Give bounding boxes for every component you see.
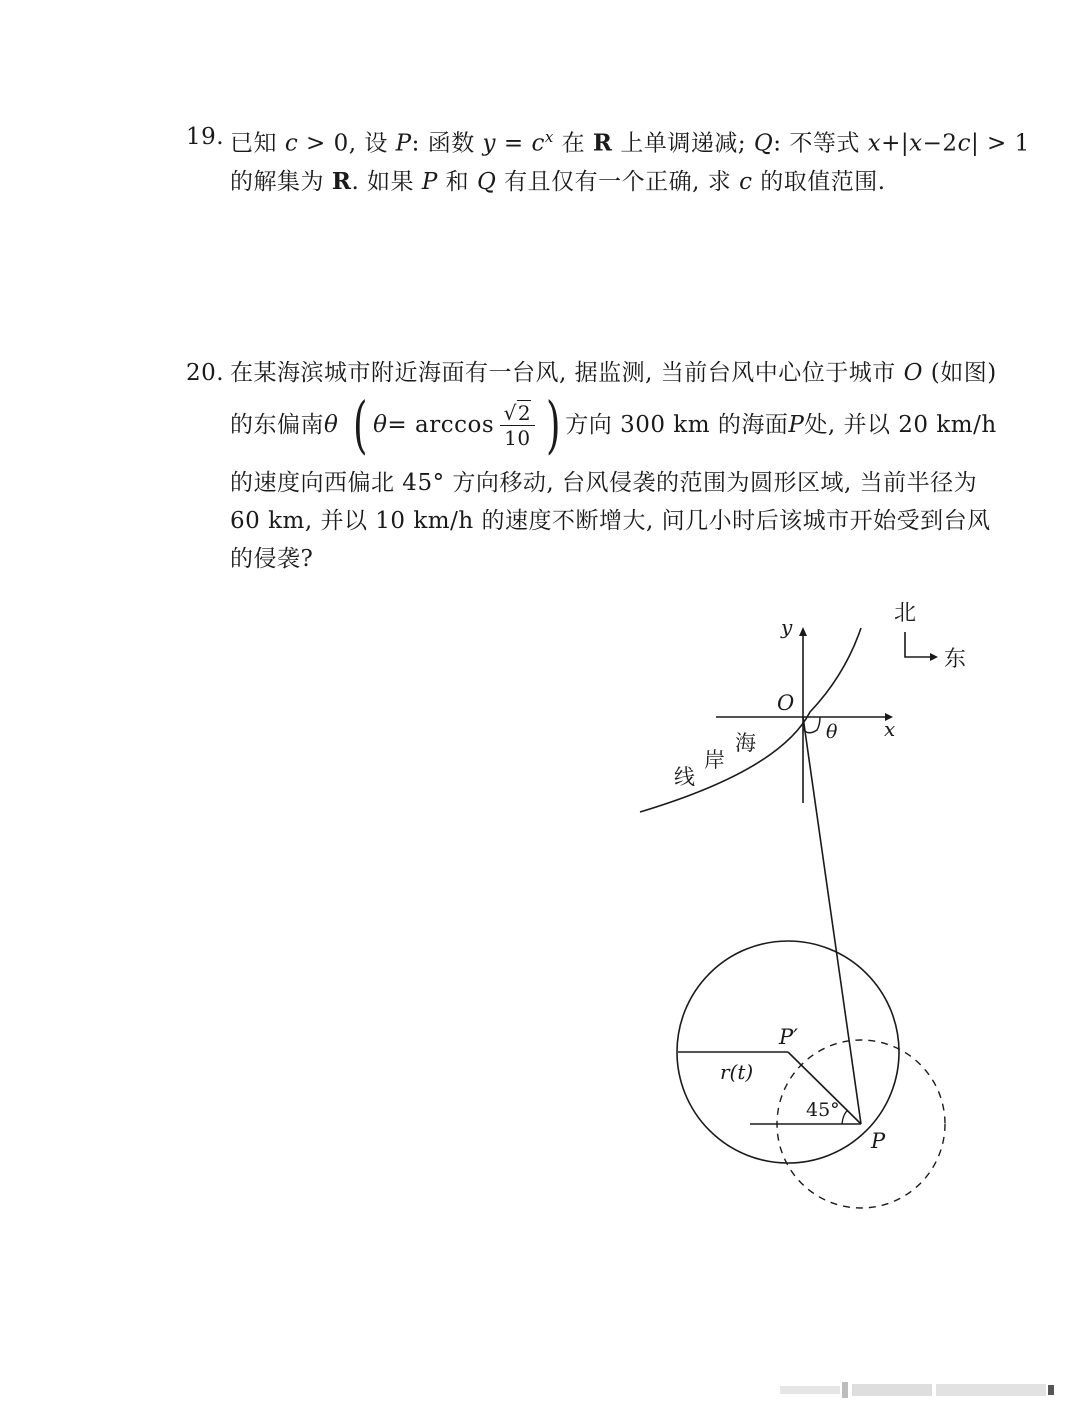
text-run: 有且仅有一个正确, 求 (496, 168, 740, 195)
text-run: 已知 (230, 130, 285, 157)
x-axis-label: x (884, 717, 896, 741)
y-axis-label: y (781, 615, 793, 639)
coastline-label-char: 海 (735, 731, 756, 755)
math-var: O (903, 360, 923, 386)
math-var: P (395, 130, 412, 157)
strip-segment (1048, 1385, 1054, 1395)
text-run: 处, 并以 20 km/h (804, 412, 997, 438)
y-axis-arrow-icon (799, 627, 807, 636)
coastline-label-char: 岸 (704, 748, 725, 772)
point-p-prime-label: P′ (779, 1025, 798, 1049)
text-line: 60 km, 并以 10 km/h 的速度不断增大, 问几小时后该城市开始受到台风 (230, 508, 991, 534)
left-paren: ( (353, 388, 369, 461)
compass-arrowhead-icon (930, 653, 938, 661)
text-run: 的东偏南 (230, 412, 324, 438)
math-exponent: x (544, 128, 554, 146)
text-run: = (496, 130, 532, 157)
text-run: . 如果 (351, 168, 422, 195)
text-run: 的取值范围. (752, 168, 886, 195)
math-set: R (592, 129, 613, 157)
math-var: x (867, 130, 882, 157)
text-line: 的速度向西偏北 45° 方向移动, 台风侵袭的范围为圆形区域, 当前半径为 (230, 470, 978, 496)
compass-north-label: 北 (894, 601, 917, 626)
strip-segment (780, 1386, 840, 1394)
bottom-edge-strip (780, 1382, 1056, 1398)
text-run: 上单调递减; (612, 130, 754, 157)
math-var: P (421, 168, 438, 195)
math-var: c (531, 130, 545, 157)
math-var: Q (753, 130, 774, 157)
math-var: θ (324, 412, 339, 438)
coastline-label-char: 线 (674, 765, 695, 789)
problem-number: 20. (186, 360, 225, 386)
compass-arrow (905, 632, 930, 657)
text-run: > 0, 设 (298, 130, 396, 157)
compass-east-label: 东 (944, 647, 967, 672)
angle-45-label: 45° (806, 1099, 840, 1121)
math-var: c (957, 130, 971, 157)
right-paren: ) (545, 388, 561, 461)
math-set: R (331, 167, 352, 195)
text-run: | > 1 (970, 130, 1030, 157)
problem-number: 19. (186, 124, 225, 150)
strip-segment (852, 1384, 932, 1396)
fraction-denominator: 10 (500, 425, 534, 450)
angle-45-arc (842, 1110, 848, 1124)
point-p-label: P (871, 1129, 886, 1153)
segment-op (803, 717, 861, 1124)
strip-segment (842, 1382, 848, 1398)
math-var: θ (373, 412, 388, 438)
math-var: y (482, 130, 497, 157)
math-var: x (909, 130, 923, 157)
fraction-numerator: √2 (503, 400, 532, 425)
text-run: : 不等式 (773, 130, 868, 157)
origin-label: O (777, 691, 795, 715)
text-run: +| (881, 130, 910, 157)
math-var: c (284, 130, 299, 157)
text-run: = arccos (387, 412, 495, 438)
radius-label: r(t) (720, 1060, 754, 1084)
theta-label: θ (826, 721, 838, 743)
text-run: 在 (553, 130, 593, 157)
text-run: : 函数 (411, 130, 483, 157)
text-run: 和 (437, 168, 477, 195)
text-run: −2 (922, 130, 958, 157)
math-var: c (739, 168, 753, 195)
text-run: 的解集为 (230, 168, 332, 195)
text-run: (如图) (922, 360, 997, 386)
text-run: 方向 300 km 的海面 (565, 412, 789, 438)
math-var: P (788, 412, 805, 438)
sqrt-radicand: 2 (517, 400, 532, 425)
strip-segment (936, 1384, 1046, 1396)
math-var: Q (476, 168, 497, 195)
text-run: 在某海滨城市附近海面有一台风, 据监测, 当前台风中心位于城市 (230, 360, 904, 386)
text-line: 的侵袭? (230, 546, 314, 572)
